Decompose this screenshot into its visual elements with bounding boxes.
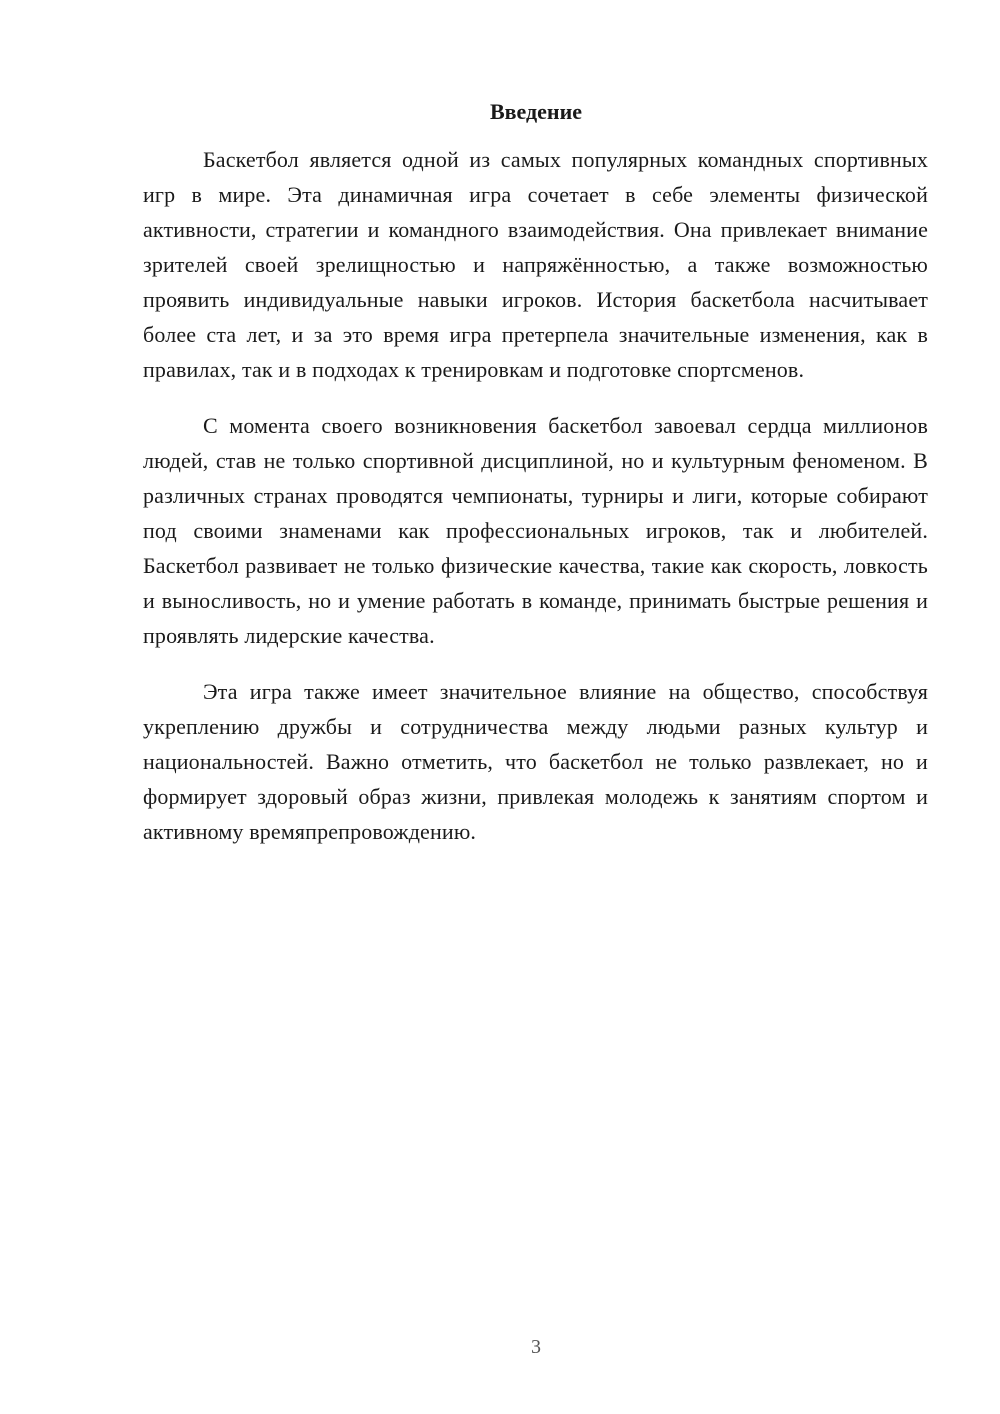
page-number: 3: [531, 1336, 541, 1358]
page-title: Введение: [489, 99, 583, 124]
document-body: [143, 142, 928, 870]
paragraph-1: Баскетбол является одной из самых популярных командных спортивных игр в мире. Эта динамичная игра сочетает в себе элементы физической активности, стратегии и командного взаимодействия. Она привлекает внимание зрителей своей зрелищностью и напряжённостью, а также возможностью проявить индивидуальные навыки игроков. История баскетбола насчитывает более ста лет, и за это время игра претерпела значительные изменения, как в правилах, так и в подходах к тренировкам и подготовке спортсменов.: [143, 147, 928, 382]
paragraph-3: Эта игра также имеет значительное влияние на общество, способствуя укреплению дружбы и сотрудничества между людьми разных культур и национальностей. Важно отметить, что баскетбол не только развлекает, но и формирует здоровый образ жизни, привлекая молодежь к занятиям спортом и активному времяпрепровождению.: [143, 679, 928, 844]
paragraph-2: С момента своего возникновения баскетбол завоевал сердца миллионов людей, став не только спортивной дисциплиной, но и культурным феноменом. В различных странах проводятся чемпионаты, турниры и лиги, которые собирают под своими знаменами как профессиональных игроков, так и любителей. Баскетбол развивает не только физические качества, такие как скорость, ловкость и выносливость, но и умение работать в команде, принимать быстрые решения и проявлять лидерские качества.: [143, 413, 928, 648]
